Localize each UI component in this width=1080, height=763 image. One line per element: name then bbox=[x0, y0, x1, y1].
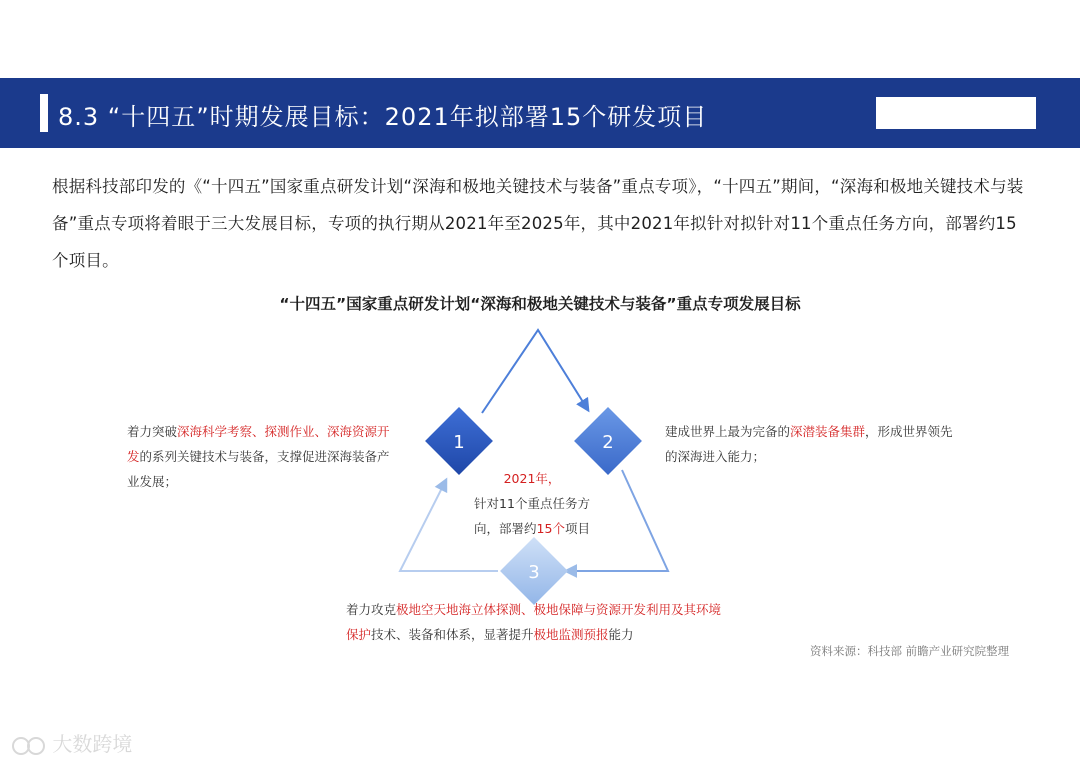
watermark-text: 大数跨境 bbox=[52, 732, 133, 756]
node-3 bbox=[500, 537, 568, 605]
center-line-3-suffix: 项目 bbox=[564, 521, 590, 536]
goal-1-text: 着力突破深海科学考察、探测作业、深海资源开发的系列关键技术与装备，支撑促进深海装备产业发展； bbox=[127, 424, 390, 489]
center-year: 2021年， bbox=[503, 471, 561, 486]
center-summary bbox=[462, 466, 602, 541]
arrow-1-to-2 bbox=[482, 330, 588, 413]
center-line-2: 针对11个重点任务方 bbox=[474, 496, 590, 511]
intro-paragraph: 根据科技部印发的《“十四五”国家重点研发计划“深海和极地关键技术与装备”重点专项》，“十四五”期间，“深海和极地关键技术与装备”重点专项将着眼于三大发展目标，专项的执行期从2021年至2025年，其中2021年拟针对拟针对11个重点任务方向，部署约15个项目。 bbox=[52, 177, 1024, 270]
center-project-count: 15个 bbox=[536, 521, 565, 536]
node-2-label: 2 bbox=[602, 432, 614, 453]
node-2 bbox=[574, 407, 642, 475]
node-1 bbox=[425, 407, 493, 475]
center-line-3-prefix: 向，部署约 bbox=[474, 521, 537, 536]
source-note: 资料来源：科技部 前瞻产业研究院整理 bbox=[810, 644, 1010, 658]
watermark bbox=[12, 728, 132, 758]
node-1-label: 1 bbox=[453, 432, 465, 453]
goal-2-text: 建成世界上最为完备的深潜装备集群，形成世界领先的深海进入能力； bbox=[665, 424, 953, 464]
page-title: 8.3 “十四五”时期发展目标：2021年拟部署15个研发项目 bbox=[58, 103, 708, 131]
watermark-logo-icon bbox=[12, 734, 46, 758]
goal-3-text: 着力攻克极地空天地海立体探测、极地保障与资源开发利用及其环境保护技术、装备和体系，显著提升极地监测预报能力 bbox=[346, 602, 722, 642]
node-3-label: 3 bbox=[528, 562, 540, 583]
diagram-title: “十四五”国家重点研发计划“深海和极地关键技术与装备”重点专项发展目标 bbox=[279, 295, 801, 313]
